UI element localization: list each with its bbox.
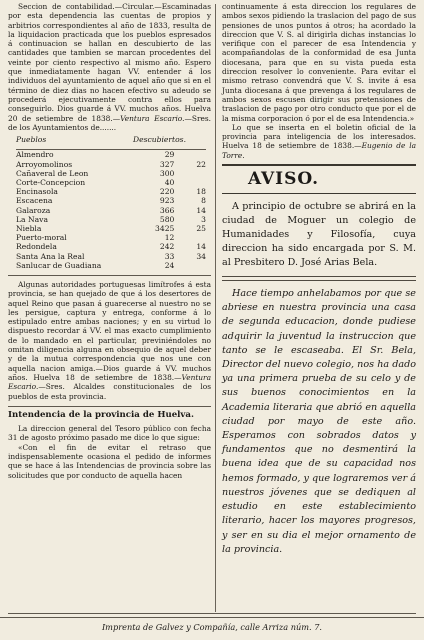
town-name: Santa Ana la Real (16, 251, 85, 261)
town-amount-fraction (174, 233, 206, 242)
left-column (8, 2, 211, 480)
table-row (16, 150, 206, 160)
town-amount: 33 (164, 251, 175, 261)
town-name: Galaroza (16, 205, 51, 215)
town-amount-fraction: 3 (201, 214, 206, 224)
town-name: Almendro (16, 150, 54, 160)
quoted-paragraph: «Con el fin de evitar el retraso que indispensablemente ocasiona el pedido de informes que se hace á las Intendencias de provincia sobre las solicitudes que por conducto de aquella hacen (8, 442, 211, 480)
tesoro-paragraph: La direccion general del Tesoro público con fecha 31 de agosto próximo pasado me dice lo que sigue: (8, 424, 211, 443)
aviso-commentary: Hace tiempo anhelabamos por que se abriese en nuestra provincia una casa de segunda educacion, donde pudiese adquirir la juventud la instruccion que tanto se le escaseaba. El Sr. Bela, Director del nuevo colegio, nos ha dado ya una primera prueba de su celo y de sus buenos conocimientos en la Academia literaria que abrió en aquella ciudad por mayo de este año. Esperamos con sobrados datos y fundamentos que no desmentirá la buena idea que de su capacidad nos hemos formado, y que lograremos ver á nuestros jóvenes que se dediquen al estudio en este establecimiento literario, hacer los mayores progresos, y ser en su dia el mejor ornamento de la provincia. (222, 288, 416, 555)
town-amount-fraction: 14 (196, 242, 206, 252)
town-amount: 300 (159, 168, 175, 178)
town-name: Encinasola (16, 187, 58, 197)
divider (8, 406, 211, 407)
right-column (222, 2, 416, 557)
table-row (16, 242, 206, 251)
table-row (16, 178, 206, 187)
town-amount-fraction (174, 261, 206, 270)
aviso-body: A principio de octubre se abrirá en la ciudad de Moguer un colegio de Humanidades y Filosofía, cuya direccion ha sido encargada por S. M. al Presbitero D. José Arias Bela. (222, 201, 416, 269)
town-name: Sanlucar de Guadiana (16, 260, 102, 270)
town-amount: 923 (159, 196, 175, 206)
table-row (16, 233, 206, 242)
town-amount-fraction (174, 150, 206, 160)
inserta-paragraph: Lo que se inserta en el boletin oficial de la provincia para inteligencia de los interesados. Huelva 18 de setiembre de 1838.—Eugenio de la Torre. (222, 122, 417, 160)
table-row (16, 206, 206, 215)
header-pueblos: Pueblos (16, 135, 133, 150)
signature-escario-2: Ventura Escario. (8, 372, 211, 392)
header-descubiertos: Descubiertos. (133, 135, 206, 150)
circular-paragraph: Seccion de contabilidad.—Circular.—Escaminadas por esta dependencia las cuentas de propios y arbitrios correspondientes al año de 1833, resulta de la liquidacion practicada que los pueblos espresados á continuacion se hallan en descubierto de las cantidades que tambien se marcan procedentes del veinte por ciento respectivo al mismo año. Espero que inmediatamente hagan VV. entender á los individuos del ayuntamiento de aquel año que si en el término de diez dias no hacen efectivo su adeudo se procederá ejecutivamente contra ellos para conseguirlo. Dios guarde á VV. muchos años. Huelva 20 de setiembre de 1838.—Ventura Escario.—Sres. de los Ayuntamientos de....... (8, 2, 211, 132)
table-row (16, 215, 206, 224)
town-amount: 580 (159, 214, 175, 224)
aviso-notice (222, 164, 416, 194)
section-title-intendencia: Intendencia de la provincia de Huelva. (8, 409, 194, 420)
town-name: Arroyomolinos (16, 159, 73, 169)
town-name: Escacena (16, 196, 53, 206)
town-name: Puerto-moral (16, 233, 67, 243)
town-amount-fraction: 18 (196, 187, 206, 197)
town-amount-fraction (174, 169, 206, 178)
table-row (16, 196, 206, 205)
town-name: La Nava (16, 214, 48, 224)
footer-rule (8, 613, 416, 614)
town-amount: 12 (164, 233, 175, 243)
table-row (16, 160, 206, 169)
table-row (16, 252, 206, 261)
town-name: Corte-Concepcion (16, 177, 86, 187)
towns-debt-table (16, 135, 206, 270)
imprint-footer: Imprenta de Galvez y Compañía, calle Arriza núm. 7. (0, 617, 424, 632)
town-amount: 29 (164, 150, 175, 160)
town-amount: 3425 (155, 223, 175, 233)
column-divider (215, 4, 216, 612)
town-amount: 327 (159, 159, 175, 169)
aviso-title: AVISO. (248, 169, 320, 190)
table-header-row (16, 135, 206, 150)
town-amount: 366 (159, 205, 175, 215)
town-amount: 220 (159, 187, 175, 197)
table-row (16, 187, 206, 196)
table-row (16, 169, 206, 178)
town-amount-fraction: 34 (196, 251, 206, 261)
town-name: Redondela (16, 242, 57, 252)
town-name: Niebla (16, 223, 42, 233)
table-row (16, 224, 206, 233)
signature-torre: Eugenio de la Torre. (222, 141, 417, 160)
town-amount: 24 (164, 260, 175, 270)
town-amount-fraction (174, 178, 206, 187)
town-amount: 242 (159, 242, 175, 252)
town-amount-fraction: 25 (196, 223, 206, 233)
town-amount: 40 (164, 177, 175, 187)
continuation-paragraph: continuamente á esta direccion los regulares de ambos sexos pidiendo la traslacion del pago de sus pensiones de unos puntos á otros; ha acordado la direccion que V. S. al dirigirla dichas instancias lo verifique con el parecer de esa Intendencia y acompañandolas de la conformidad de esa Junta diocesana, para que en su vista pueda esta direccion resolver lo conveniente. Para evitar el mismo retraso convendrá que V. S. invite á esa Junta diocesana á que prevenga á los regulares de ambos sexos escusen dirigir sus pretensiones de traslacion de pago por otro conducto que por el de la misma corporacion ó por el de esa Intendencia.» (222, 2, 416, 123)
towns-table-body (16, 150, 206, 270)
deserters-paragraph: Algunas autoridades portuguesas limítrofes á esta provincia, se han quejado de que á los desertores de aquel Reino que pasan á guarecerse al nuestro no se les persigue, captura y entrega, conforme á lo estipulado entre ambas naciones; y en su virtud lo dispuesto recordar á VV. el mas exacto cumplimiento de lo mandado en el particular, previniéndoles no omitan diligencia alguna en obsequio de aquel deber y de la mutua correspondencia que nos une con aquella nacion amiga.—Dios guarde á VV. muchos años. Huelva 18 de setiembre de 1838.—Ventura Escario.—Sres. Alcaldes constitucionales de los pueblos de esta provincia. (8, 280, 211, 401)
town-amount-fraction: 14 (196, 205, 206, 215)
table-row (16, 261, 206, 270)
town-amount-fraction: 8 (201, 196, 206, 206)
town-name: Cañaveral de Leon (16, 168, 89, 178)
divider (222, 276, 416, 281)
signature-escario: Ventura Escario. (120, 113, 185, 123)
town-amount-fraction: 22 (196, 159, 206, 169)
divider (8, 275, 211, 276)
